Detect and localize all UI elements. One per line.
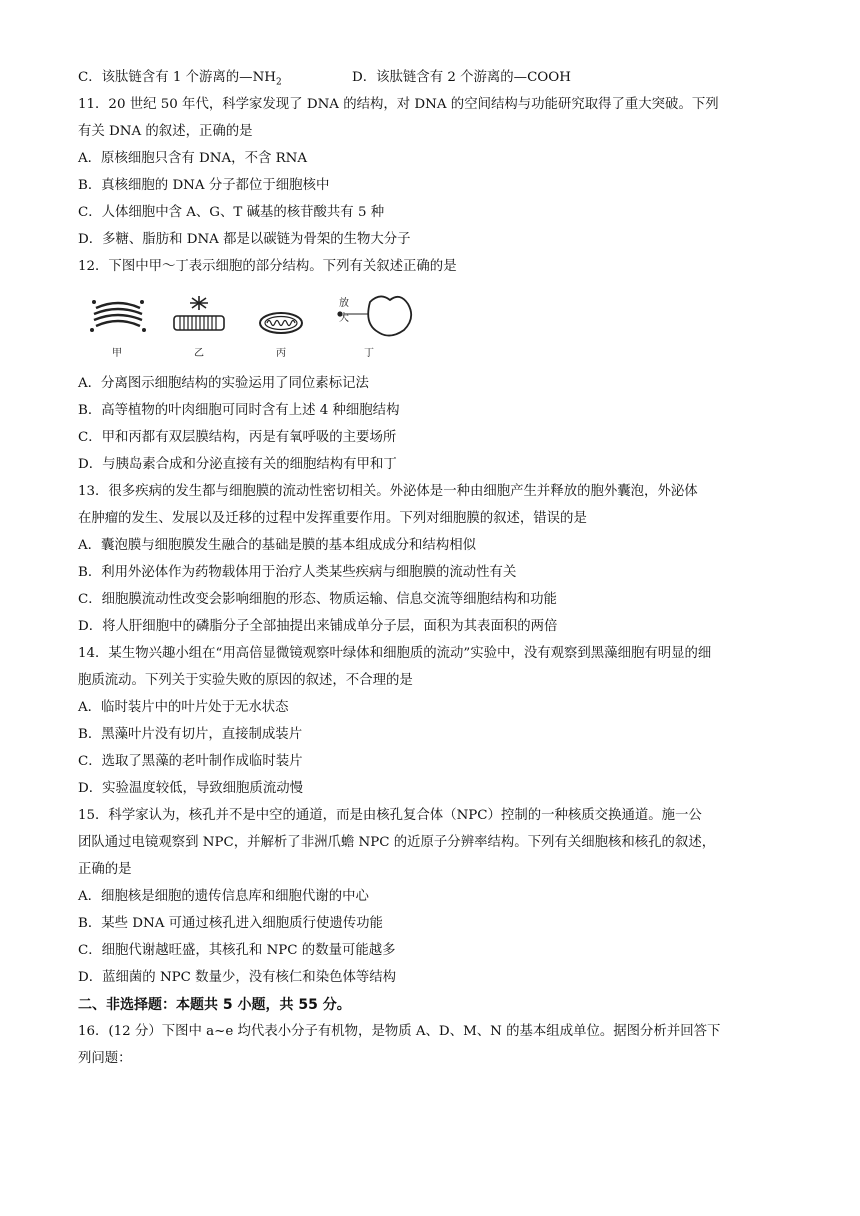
q13-option-c: C．细胞膜流动性改变会影响细胞的形态、物质运输、信息交流等细胞结构和功能 — [78, 592, 557, 607]
golgi-apparatus-icon — [88, 294, 148, 340]
label-yi: 乙 — [194, 348, 204, 359]
q15-stem-line1: 15．科学家认为，核孔并不是中空的通道，而是由核孔复合体（NPC）控制的一种核质交换通道。施一公 — [78, 808, 702, 823]
q11-stem-line1: 11．20 世纪 50 年代，科学家发现了 DNA 的结构，对 DNA 的空间结构与功能研究取得了重大突破。下列 — [78, 97, 719, 112]
q15-stem-line3: 正确的是 — [78, 862, 132, 877]
q14-stem-line1: 14．某生物兴趣小组在“用高倍显微镜观察叶绿体和细胞质的流动”实验中，没有观察到黑藻细胞有明显的细 — [78, 646, 712, 661]
q13-option-b: B．利用外泌体作为药物载体用于治疗人类某些疾病与细胞膜的流动性有关 — [78, 565, 517, 580]
zoom-label-1: 放 — [339, 298, 349, 309]
label-ding: 丁 — [364, 348, 374, 359]
q15-stem-line2: 团队通过电镜观察到 NPC，并解析了非洲爪蟾 NPC 的近原子分辨率结构。下列有关细胞核和核孔的叙述， — [78, 835, 716, 850]
q11-option-b: B．真核细胞的 DNA 分子都位于细胞核中 — [78, 178, 330, 193]
q13-stem-line1: 13．很多疾病的发生都与细胞膜的流动性密切相关。外泌体是一种由细胞产生并释放的胞外囊泡，外泌体 — [78, 484, 698, 499]
q16-stem-line1: 16．(12 分）下图中 a~e 均代表小分子有机物，是物质 A、D、M、N 的基本组成单位。据图分析并回答下 — [78, 1024, 721, 1039]
q14-option-c: C．选取了黑藻的老叶制作成临时装片 — [78, 754, 303, 769]
q14-option-b: B．黑藻叶片没有切片，直接制成装片 — [78, 727, 303, 742]
q13-option-d: D．将人肝细胞中的磷脂分子全部抽提出来铺成单分子层，面积为其表面积的两倍 — [78, 619, 558, 634]
q12-stem: 12．下图中甲～丁表示细胞的部分结构。下列有关叙述正确的是 — [78, 259, 457, 274]
q11-option-a: A．原核细胞只含有 DNA，不含 RNA — [78, 151, 308, 166]
q14-option-a: A．临时装片中的叶片处于无水状态 — [78, 700, 289, 715]
q12-option-c: C．甲和丙都有双层膜结构，丙是有氧呼吸的主要场所 — [78, 430, 397, 445]
q15-option-a: A．细胞核是细胞的遗传信息库和细胞代谢的中心 — [78, 889, 369, 904]
q10-option-c: C．该肽链含有 1 个游离的$—NH_2$ — [78, 70, 282, 88]
q11-stem-line2: 有关 DNA 的叙述，正确的是 — [78, 124, 253, 139]
q11-option-c: C．人体细胞中含 A、G、T 碱基的核苷酸共有 5 种 — [78, 205, 385, 220]
q15-option-d: D．蓝细菌的 NPC 数量少，没有核仁和染色体等结构 — [78, 970, 397, 985]
cell-structures-figure — [88, 294, 418, 362]
q15-option-b: B．某些 DNA 可通过核孔进入细胞质行使遗传功能 — [78, 916, 383, 931]
q12-option-d: D．与胰岛素合成和分泌直接有关的细胞结构有甲和丁 — [78, 457, 397, 472]
q10-option-d: D．该肽链含有 2 个游离的—COOH — [352, 70, 571, 85]
q12-option-b: B．高等植物的叶肉细胞可同时含有上述 4 种细胞结构 — [78, 403, 400, 418]
chloroplast-icon — [168, 294, 230, 340]
mitochondrion-icon — [256, 294, 306, 340]
zoom-label-2: 大 — [339, 313, 349, 324]
q14-option-d: D．实验温度较低，导致细胞质流动慢 — [78, 781, 303, 796]
label-jia: 甲 — [112, 348, 122, 359]
q12-option-a: A．分离图示细胞结构的实验运用了同位素标记法 — [78, 376, 369, 391]
label-bing: 丙 — [276, 348, 286, 359]
q11-option-d: D．多糖、脂肪和 DNA 都是以碳链为骨架的生物大分子 — [78, 232, 411, 247]
q15-option-c: C．细胞代谢越旺盛，其核孔和 NPC 的数量可能越多 — [78, 943, 396, 958]
q13-stem-line2: 在肿瘤的发生、发展以及迁移的过程中发挥重要作用。下列对细胞膜的叙述，错误的是 — [78, 511, 587, 526]
q13-option-a: A．囊泡膜与细胞膜发生融合的基础是膜的基本组成成分和结构相似 — [78, 538, 476, 553]
section-2-heading: 二、非选择题：本题共 5 小题，共 55 分。 — [78, 997, 351, 1013]
q14-stem-line2: 胞质流动。下列关于实验失败的原因的叙述，不合理的是 — [78, 673, 413, 688]
q16-stem-line2: 列问题： — [78, 1051, 132, 1066]
